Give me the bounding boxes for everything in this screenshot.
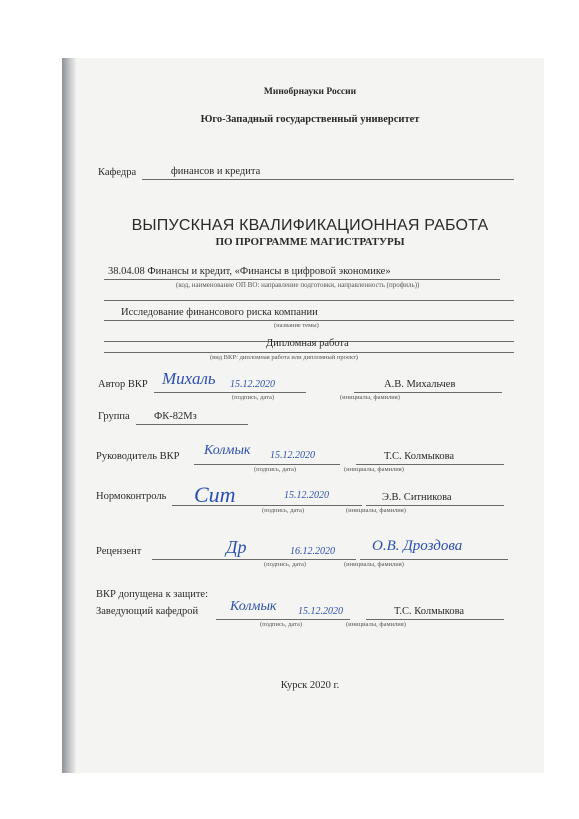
- program-line: [104, 279, 500, 280]
- scan-edge-shadow: [62, 58, 76, 773]
- supervisor-date: 15.12.2020: [270, 450, 315, 461]
- supervisor-name: Т.С. Колмыкова: [384, 451, 455, 462]
- normcontrol-label: Нормоконтроль: [96, 491, 167, 502]
- work-type-value: Дипломная работа: [266, 338, 349, 349]
- admission-text: ВКР допущена к защите:: [96, 589, 208, 600]
- supervisor-name-caption: (инициалы, фамилия): [344, 466, 404, 473]
- work-type-line: [104, 352, 514, 353]
- admission-sign-caption: (подпись, дата): [260, 621, 303, 628]
- supervisor-signature: Колмык: [204, 443, 251, 458]
- author-signature: Михаль: [162, 369, 216, 388]
- document-subtitle: ПО ПРОГРАММЕ МАГИСТРАТУРЫ: [215, 236, 405, 248]
- program-value: 38.04.08 Финансы и кредит, «Финансы в цифровой экономике»: [108, 266, 391, 277]
- reviewer-label: Рецензент: [96, 546, 142, 557]
- program-caption: (код, наименование ОП ВО: направление подготовки, направленность (профиль)): [176, 281, 420, 289]
- author-name-caption: (инициалы, фамилия): [340, 394, 400, 401]
- admission-name: Т.С. Колмыкова: [394, 606, 465, 617]
- author-sign-caption: (подпись, дата): [232, 394, 275, 401]
- author-name-line: [354, 392, 502, 393]
- author-sign-line: [154, 392, 306, 393]
- author-name: А.В. Михальчев: [384, 379, 456, 390]
- topic-line: [104, 320, 514, 321]
- normcontrol-name: Э.В. Ситникова: [382, 492, 452, 503]
- group-line: [136, 424, 248, 425]
- group-label: Группа: [98, 411, 130, 422]
- supervisor-sign-line: [194, 464, 340, 465]
- normcontrol-date: 15.12.2020: [284, 490, 329, 501]
- author-date: 15.12.2020: [230, 379, 275, 390]
- university-heading: Юго-Западный государственный университет: [200, 114, 420, 125]
- ministry-heading: Минобрнауки России: [263, 87, 357, 97]
- admission-signature: Колмык: [230, 599, 277, 614]
- reviewer-signature: Др: [226, 537, 247, 557]
- topic-caption: (название темы): [274, 322, 319, 329]
- normcontrol-sign-caption: (подпись, дата): [262, 507, 305, 514]
- topic-value: Исследование финансового риска компании: [121, 307, 318, 318]
- normcontrol-name-caption: (инициалы, фамилия): [346, 507, 406, 514]
- reviewer-sign-caption: (подпись, дата): [264, 561, 307, 568]
- supervisor-label: Руководитель ВКР: [96, 451, 180, 462]
- reviewer-name: О.В. Дроздова: [372, 538, 463, 554]
- work-type-caption: (вид ВКР: дипломная работа или дипломный проект): [210, 354, 358, 361]
- admission-name-line: [366, 619, 504, 620]
- program-line-2: [104, 300, 514, 301]
- reviewer-sign-line: [152, 559, 356, 560]
- document-title: ВЫПУСКНАЯ КВАЛИФИКАЦИОННАЯ РАБОТА: [131, 217, 489, 234]
- admission-date: 15.12.2020: [298, 606, 343, 617]
- group-value: ФК-82Мз: [154, 411, 197, 422]
- admission-sign-line: [216, 619, 350, 620]
- reviewer-name-caption: (инициалы, фамилия): [344, 561, 404, 568]
- normcontrol-signature: Сит: [194, 482, 236, 507]
- title-page: [76, 58, 544, 773]
- city-year: Курск 2020 г.: [280, 680, 340, 691]
- department-value: финансов и кредита: [171, 166, 261, 177]
- department-label: Кафедра: [98, 167, 137, 178]
- normcontrol-name-line: [366, 505, 504, 506]
- supervisor-name-line: [356, 464, 504, 465]
- author-label: Автор ВКР: [98, 379, 148, 390]
- admission-name-caption: (инициалы, фамилия): [346, 621, 406, 628]
- reviewer-name-line: [360, 559, 508, 560]
- supervisor-sign-caption: (подпись, дата): [254, 466, 297, 473]
- head-of-department-label: Заведующий кафедрой: [96, 606, 199, 617]
- department-line: [142, 179, 514, 180]
- reviewer-date: 16.12.2020: [290, 546, 335, 557]
